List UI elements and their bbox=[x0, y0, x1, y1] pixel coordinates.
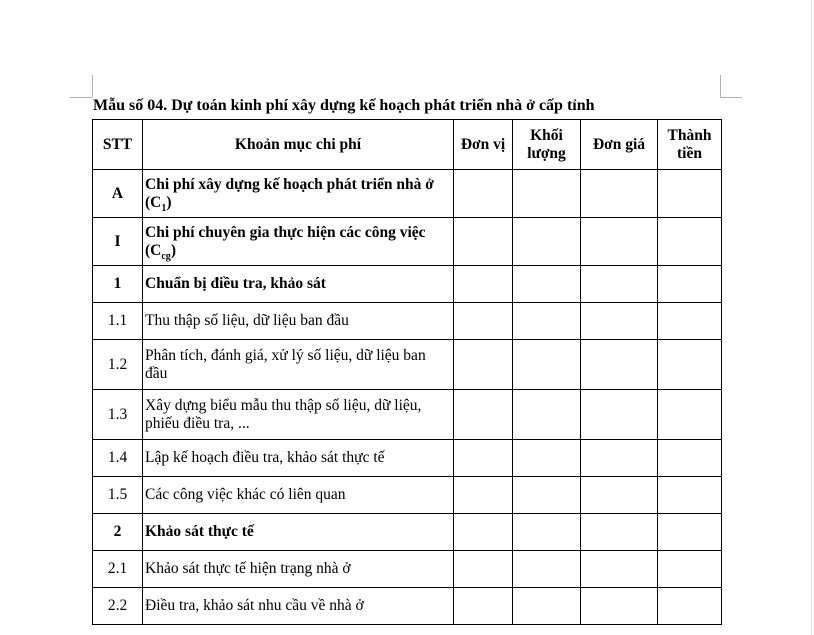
table-row bbox=[93, 266, 722, 303]
row-item-text: Khảo sát thực tế bbox=[145, 523, 254, 540]
cell-unit bbox=[454, 218, 513, 266]
header-unit-price: Đơn giá bbox=[581, 120, 658, 170]
cell-quantity bbox=[513, 551, 581, 588]
row-item bbox=[143, 588, 454, 625]
row-item-subscript: cg bbox=[161, 250, 171, 262]
header-quantity: Khối lượng bbox=[513, 120, 581, 170]
row-item-text: Điều tra, khảo sát nhu cầu về nhà ở bbox=[145, 597, 364, 614]
cell-amount bbox=[658, 170, 722, 218]
row-item-tail: ) bbox=[170, 241, 176, 259]
row-stt: 2.2 bbox=[93, 588, 143, 625]
table-row bbox=[93, 514, 722, 551]
row-stt: 1 bbox=[93, 266, 143, 303]
row-item bbox=[143, 390, 454, 440]
page-edge bbox=[811, 0, 812, 635]
cell-unit-price bbox=[581, 514, 658, 551]
cell-unit-price bbox=[581, 340, 658, 390]
row-item-text: Khảo sát thực tế hiện trạng nhà ở bbox=[145, 560, 351, 577]
document-title: Mẫu số 04. Dự toán kinh phí xây dựng kế hoạch phát triển nhà ở cấp tỉnh bbox=[93, 97, 595, 114]
cell-unit-price bbox=[581, 477, 658, 514]
table-row bbox=[93, 390, 722, 440]
row-item-text: Chuẩn bị điều tra, khảo sát bbox=[145, 275, 326, 292]
cell-unit-price bbox=[581, 170, 658, 218]
crop-mark-left-horizontal bbox=[70, 97, 92, 98]
row-stt: 1.3 bbox=[93, 390, 143, 440]
row-stt: A bbox=[93, 170, 143, 218]
row-item-text: Xây dựng biểu mẫu thu thập số liệu, dữ liệu, phiếu điều tra, ... bbox=[145, 396, 422, 432]
table-row bbox=[93, 477, 722, 514]
cell-amount bbox=[658, 303, 722, 340]
cell-amount bbox=[658, 218, 722, 266]
row-item-text: Chi phí chuyên gia thực hiện các công việc (C bbox=[145, 223, 426, 259]
crop-mark-right-horizontal bbox=[720, 97, 742, 98]
row-item-subscript: 1 bbox=[161, 202, 167, 214]
row-item bbox=[143, 303, 454, 340]
cell-unit bbox=[454, 266, 513, 303]
row-stt: I bbox=[93, 218, 143, 266]
cell-quantity bbox=[513, 440, 581, 477]
cell-unit-price bbox=[581, 440, 658, 477]
header-stt: STT bbox=[93, 120, 143, 170]
crop-mark-right-vertical bbox=[720, 75, 721, 97]
cell-unit-price bbox=[581, 218, 658, 266]
row-item-text: Thu thập số liệu, dữ liệu ban đầu bbox=[145, 312, 349, 329]
table-row bbox=[93, 170, 722, 218]
cell-quantity bbox=[513, 514, 581, 551]
cell-unit-price bbox=[581, 551, 658, 588]
cell-amount bbox=[658, 266, 722, 303]
cell-unit bbox=[454, 440, 513, 477]
header-item: Khoản mục chi phí bbox=[143, 120, 454, 170]
cell-amount bbox=[658, 588, 722, 625]
row-item-text: Chi phí xây dựng kế hoạch phát triển nhà ở (C bbox=[145, 175, 434, 211]
table-row bbox=[93, 340, 722, 390]
cell-unit-price bbox=[581, 588, 658, 625]
cell-unit bbox=[454, 588, 513, 625]
row-item bbox=[143, 170, 454, 218]
header-unit: Đơn vị bbox=[454, 120, 513, 170]
header-amount: Thành tiền bbox=[658, 120, 722, 170]
row-item bbox=[143, 477, 454, 514]
row-item-text: Lập kế hoạch điều tra, khảo sát thực tế bbox=[145, 449, 385, 466]
cell-quantity bbox=[513, 218, 581, 266]
row-item bbox=[143, 514, 454, 551]
table-row bbox=[93, 588, 722, 625]
cell-quantity bbox=[513, 390, 581, 440]
table-row bbox=[93, 551, 722, 588]
cell-unit bbox=[454, 514, 513, 551]
cell-unit bbox=[454, 303, 513, 340]
cell-unit bbox=[454, 477, 513, 514]
cell-unit bbox=[454, 390, 513, 440]
crop-mark-left-vertical bbox=[92, 75, 93, 97]
cell-unit bbox=[454, 170, 513, 218]
row-item bbox=[143, 218, 454, 266]
cell-quantity bbox=[513, 477, 581, 514]
row-item bbox=[143, 551, 454, 588]
cell-unit bbox=[454, 551, 513, 588]
row-item-text: Phân tích, đánh giá, xử lý số liệu, dữ liệu ban đầu bbox=[145, 346, 426, 382]
cost-estimate-table bbox=[92, 119, 722, 625]
row-stt: 2.1 bbox=[93, 551, 143, 588]
row-item bbox=[143, 266, 454, 303]
cell-quantity bbox=[513, 266, 581, 303]
cell-amount bbox=[658, 551, 722, 588]
cell-amount bbox=[658, 340, 722, 390]
cell-amount bbox=[658, 390, 722, 440]
table-row bbox=[93, 303, 722, 340]
cell-amount bbox=[658, 514, 722, 551]
row-item bbox=[143, 340, 454, 390]
row-item-text: Các công việc khác có liên quan bbox=[145, 486, 346, 503]
table-header-row bbox=[93, 120, 722, 170]
cell-amount bbox=[658, 440, 722, 477]
cell-unit-price bbox=[581, 303, 658, 340]
table-row bbox=[93, 440, 722, 477]
cell-quantity bbox=[513, 170, 581, 218]
cell-quantity bbox=[513, 303, 581, 340]
row-stt: 1.2 bbox=[93, 340, 143, 390]
cell-unit-price bbox=[581, 266, 658, 303]
row-stt: 1.5 bbox=[93, 477, 143, 514]
cell-quantity bbox=[513, 588, 581, 625]
table-row bbox=[93, 218, 722, 266]
cell-quantity bbox=[513, 340, 581, 390]
cell-amount bbox=[658, 477, 722, 514]
cell-unit bbox=[454, 340, 513, 390]
row-item-tail: ) bbox=[166, 193, 172, 211]
row-stt: 2 bbox=[93, 514, 143, 551]
row-item bbox=[143, 440, 454, 477]
cell-unit-price bbox=[581, 390, 658, 440]
row-stt: 1.4 bbox=[93, 440, 143, 477]
row-stt: 1.1 bbox=[93, 303, 143, 340]
